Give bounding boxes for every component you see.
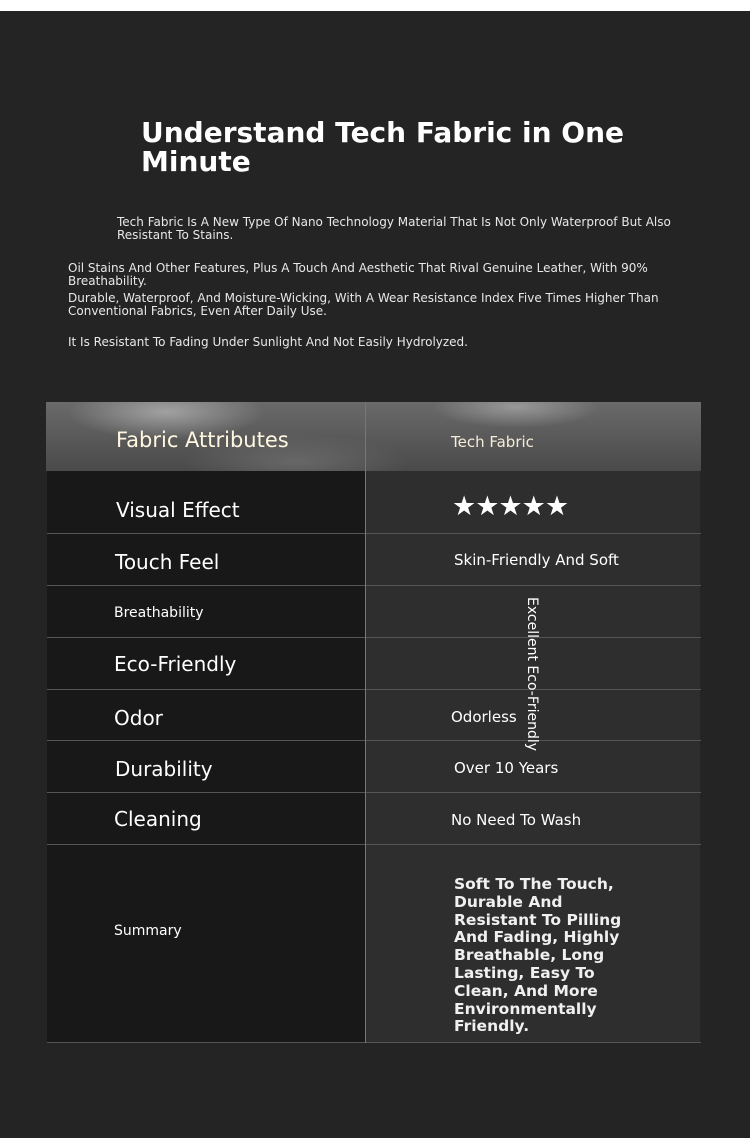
- attr-cleaning: Cleaning: [114, 807, 202, 831]
- intro-paragraph-1: Tech Fabric Is A New Type Of Nano Technology Material That Is Not Only Waterproof But Also Resistant To Stains.: [117, 215, 671, 242]
- intro-paragraph-3: Durable, Waterproof, And Moisture-Wicking, With A Wear Resistance Index Five Times Higher Than Conventional Fabrics, Even After Daily Use.: [68, 291, 659, 318]
- row-divider: [47, 792, 701, 793]
- intro-paragraph-4: It Is Resistant To Fading Under Sunlight And Not Easily Hydrolyzed.: [68, 335, 468, 349]
- value-touch-feel: Skin-Friendly And Soft: [454, 551, 619, 569]
- summary-text: Soft To The Touch, Durable And Resistant To Pilling And Fading, Highly Breathable, Long Lasting, Easy To Clean, And More Environmentally Friendly.: [454, 875, 622, 1036]
- header-tech-fabric: Tech Fabric: [451, 433, 534, 451]
- row-divider: [47, 637, 701, 638]
- attr-durability: Durability: [115, 757, 213, 781]
- attr-eco-friendly: Eco-Friendly: [114, 652, 237, 676]
- column-divider: [365, 402, 366, 1043]
- attr-touch-feel: Touch Feel: [115, 550, 220, 574]
- comparison-table: [46, 402, 701, 1043]
- row-divider: [47, 689, 701, 690]
- value-durability: Over 10 Years: [454, 759, 559, 777]
- attr-summary: Summary: [114, 923, 182, 939]
- attr-breathability: Breathability: [114, 605, 204, 621]
- attr-odor: Odor: [114, 706, 163, 730]
- row-divider: [47, 844, 701, 845]
- rating-stars: ★★★★★: [452, 491, 569, 521]
- row-divider: [47, 585, 701, 586]
- page-title: Understand Tech Fabric in One Minute: [141, 116, 625, 178]
- row-divider: [47, 1042, 701, 1043]
- header-fabric-attributes: Fabric Attributes: [116, 428, 289, 452]
- intro-paragraph-2: Oil Stains And Other Features, Plus A Touch And Aesthetic That Rival Genuine Leather, With 90% Breathability.: [68, 261, 648, 288]
- value-odor: Odorless: [451, 708, 517, 726]
- row-divider: [47, 740, 701, 741]
- vertical-eco-note: Excellent Eco-Friendly: [524, 597, 540, 752]
- row-divider: [47, 533, 701, 534]
- value-cleaning: No Need To Wash: [451, 811, 582, 829]
- table-header: [46, 402, 701, 471]
- attr-visual-effect: Visual Effect: [116, 498, 240, 522]
